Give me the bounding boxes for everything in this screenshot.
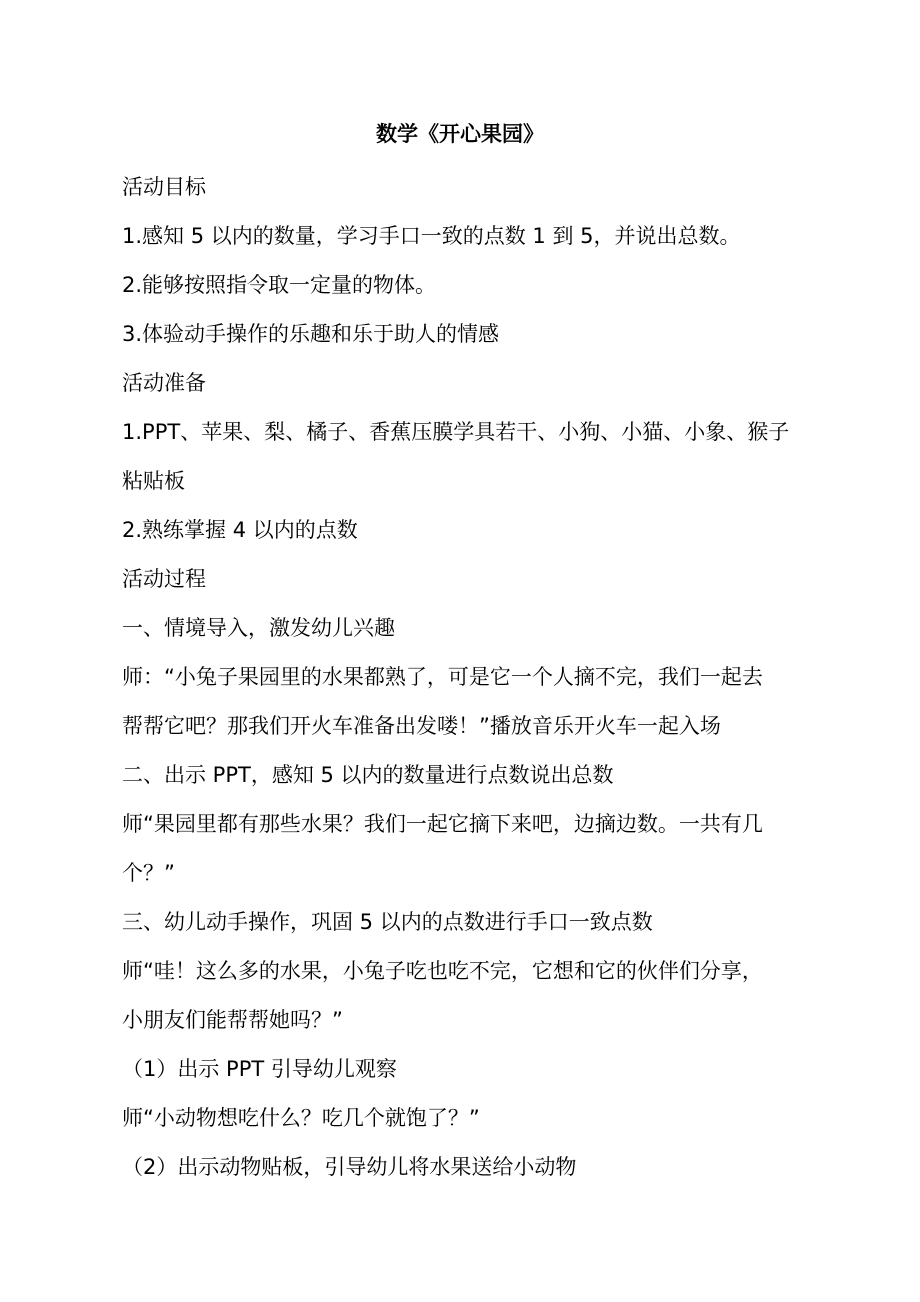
goal-item-2: 2.能够按照指令取一定量的物体。 — [122, 273, 437, 297]
process-paragraph: 师“哇！这么多的水果，小兔子吃也吃不完，它想和它的伙伴们分享， — [122, 959, 763, 983]
prep-item-1: 1.PPT、苹果、梨、橘子、香蕉压膜学具若干、小狗、小猫、小象、猴子 — [122, 420, 790, 444]
process-substep-2: （2）出示动物贴板，引导幼儿将水果送给小动物 — [122, 1155, 577, 1179]
process-step-1-heading: 一、情境导入，激发幼儿兴趣 — [122, 616, 395, 640]
process-paragraph: 帮帮它吧？那我们开火车准备出发喽！”播放音乐开火车一起入场 — [122, 714, 721, 738]
process-paragraph: 师“果园里都有那些水果？我们一起它摘下来吧，边摘边数。一共有几 — [122, 812, 763, 836]
process-paragraph: 个？” — [122, 861, 175, 885]
goal-item-3: 3.体验动手操作的乐趣和乐于助人的情感 — [122, 322, 500, 346]
section-heading-goals: 活动目标 — [122, 175, 206, 199]
document-body — [122, 163, 802, 1192]
document-title: 数学《开心果园》 — [376, 122, 544, 146]
process-step-2-heading: 二、出示 PPT，感知 5 以内的数量进行点数说出总数 — [122, 763, 614, 787]
goal-item-1: 1.感知 5 以内的数量，学习手口一致的点数 1 到 5，并说出总数。 — [122, 224, 741, 248]
prep-item-1-continued: 粘贴板 — [122, 469, 185, 493]
process-step-3-heading: 三、幼儿动手操作，巩固 5 以内的点数进行手口一致点数 — [122, 910, 653, 934]
prep-item-2: 2.熟练掌握 4 以内的点数 — [122, 518, 358, 542]
process-paragraph: 师“小动物想吃什么？吃几个就饱了？” — [122, 1106, 480, 1130]
process-paragraph: 师：“小兔子果园里的水果都熟了，可是它一个人摘不完，我们一起去 — [122, 665, 763, 689]
section-heading-process: 活动过程 — [122, 567, 206, 591]
section-heading-preparation: 活动准备 — [122, 371, 206, 395]
process-substep-1: （1）出示 PPT 引导幼儿观察 — [122, 1057, 397, 1081]
process-paragraph: 小朋友们能帮帮她吗？” — [122, 1008, 343, 1032]
